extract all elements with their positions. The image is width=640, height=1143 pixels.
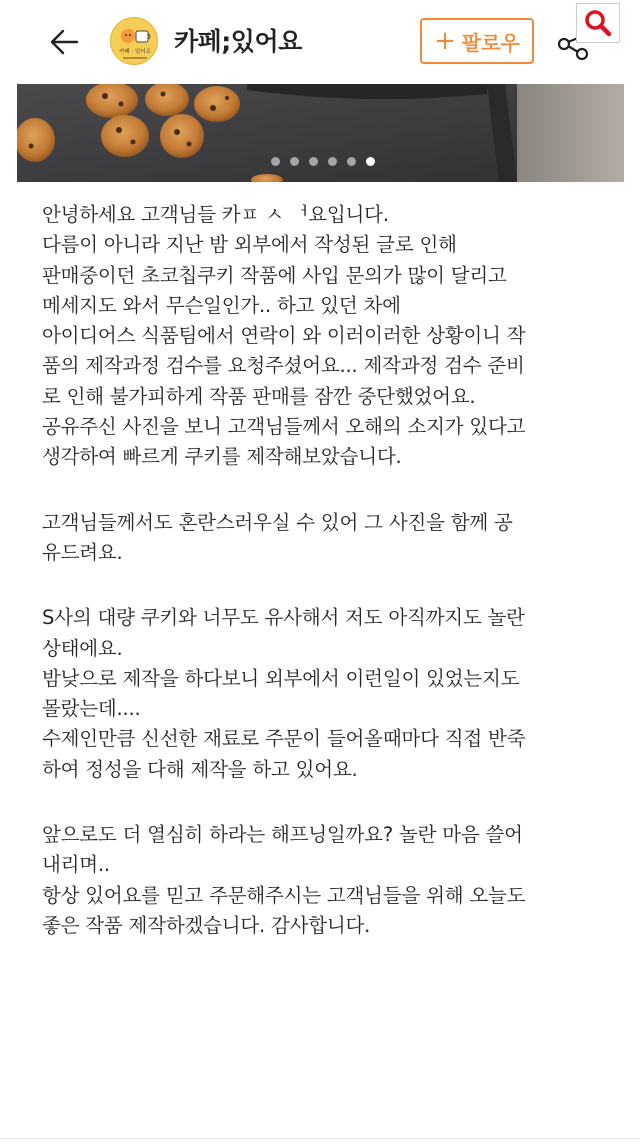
- search-button[interactable]: [576, 3, 620, 43]
- text-line: 앞으로도 더 열심히 하라는 해프닝일까요? 놀란 마음 쓸어: [42, 823, 523, 847]
- divider: [0, 1138, 640, 1139]
- search-icon: [583, 8, 613, 38]
- text-line: 품의 제작과정 검수를 요청주셨어요... 제작과정 검수 준비: [42, 354, 525, 378]
- text-line: S사의 대량 쿠키와 너무도 유사해서 저도 아직까지도 놀란: [42, 606, 525, 630]
- avatar-text: 카페 · 있어요: [119, 49, 151, 55]
- follow-label: 팔로우: [461, 30, 520, 55]
- text-line: 판매중이던 초코칩쿠키 작품에 사입 문의가 많이 달리고: [42, 263, 507, 287]
- text-line: 로 인해 불가피하게 작품 판매를 잠깐 중단했었어요.: [42, 384, 476, 408]
- text-line: 안녕하세요 고객님들 카ㅍ ㅅ ᅥ요입니다.: [42, 203, 389, 226]
- carousel-dot[interactable]: [290, 157, 299, 166]
- back-button[interactable]: [44, 22, 84, 62]
- text-line: 하여 정성을 다해 제작을 하고 있어요.: [42, 757, 358, 781]
- text-line: 내리며..: [42, 853, 110, 877]
- text-line: 항상 있어요를 믿고 주문해주시는 고객님들을 위해 오늘도: [42, 883, 526, 907]
- carousel-dot[interactable]: [347, 157, 356, 166]
- text-line: 공유주신 사진을 보니 고객님들께서 오해의 소지가 있다고: [42, 415, 526, 439]
- text-line: 메세지도 와서 무슨일인가.. 하고 있던 차에: [42, 293, 401, 317]
- text-line: 아이디어스 식품팀에서 연락이 와 이러이러한 상황이니 작: [42, 324, 526, 348]
- carousel-dot[interactable]: [328, 157, 337, 166]
- top-bar: [0, 0, 640, 84]
- text-line: 좋은 작품 제작하겠습니다. 감사합니다.: [42, 913, 371, 937]
- shop-notice-text: [42, 200, 602, 941]
- carousel-indicator: [17, 157, 624, 166]
- follow-button[interactable]: [420, 18, 534, 64]
- text-line: 유드려요.: [42, 540, 123, 564]
- arrow-left-icon: [49, 29, 79, 55]
- carousel-dot[interactable]: [271, 157, 280, 166]
- text-line: 수제인만큼 신선한 재료로 주문이 들어올때마다 직접 반죽: [42, 727, 526, 751]
- plus-icon: +: [434, 26, 456, 56]
- text-line: 다름이 아니라 지난 밤 외부에서 작성된 글로 인해: [42, 233, 457, 257]
- shop-logo: [111, 18, 158, 65]
- shop-name[interactable]: 카페;있어요: [174, 27, 302, 56]
- shop-avatar[interactable]: [110, 17, 158, 65]
- text-line: 밤낮으로 제작을 하다보니 외부에서 이런일이 있었는지도: [42, 666, 520, 690]
- carousel-dot[interactable]: [309, 157, 318, 166]
- carousel-dot-active[interactable]: [366, 157, 375, 166]
- text-line: 고객님들께서도 혼란스러우실 수 있어 그 사진을 함께 공: [42, 510, 513, 534]
- product-image-carousel[interactable]: [17, 84, 624, 182]
- cookie-tray-photo: [17, 84, 624, 182]
- text-line: 몰랐는데....: [42, 697, 141, 721]
- text-line: 상태에요.: [42, 636, 123, 660]
- text-line: 생각하여 빠르게 쿠키를 제작해보았습니다.: [42, 445, 402, 469]
